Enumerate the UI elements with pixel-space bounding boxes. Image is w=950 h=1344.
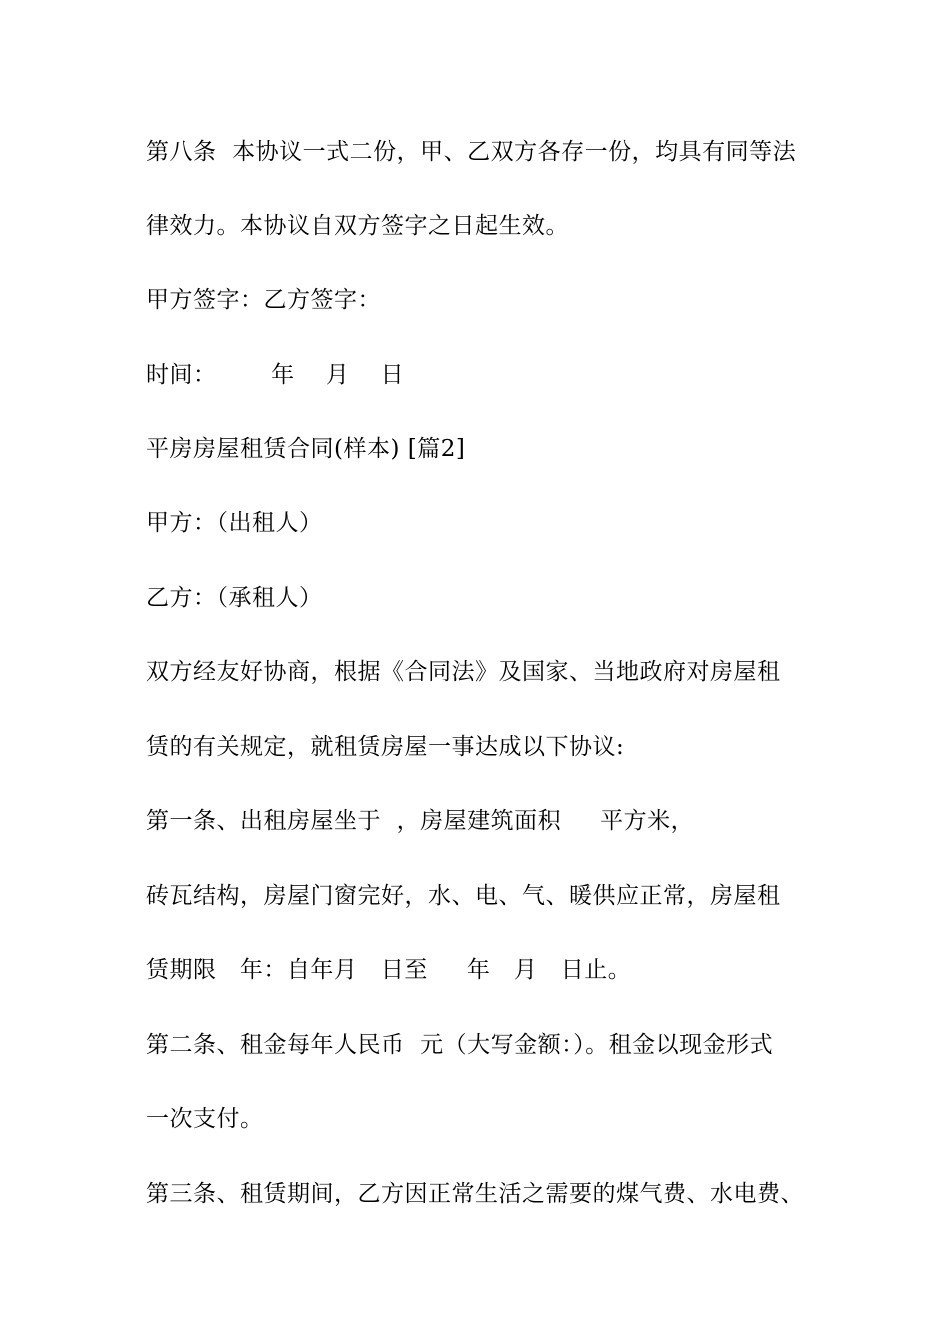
- article-2-line-2: 一次支付。: [146, 1106, 264, 1132]
- paragraph-article-8-line-1: 第八条 本协议一式二份，甲、乙双方各存一份，均具有同等法: [146, 139, 797, 165]
- signature-line: 甲方签字：乙方签字：: [146, 287, 381, 313]
- article-1-line-3: 赁期限 年：自年月 日至 年 月 日止。: [146, 957, 632, 983]
- preamble-line-1: 双方经友好协商，根据《合同法》及国家、当地政府对房屋租: [146, 659, 781, 685]
- party-b-line: 乙方：（承租人）: [146, 585, 323, 611]
- date-line: 时间： 年 月 日: [146, 362, 405, 388]
- preamble-line-2: 赁的有关规定，就租赁房屋一事达成以下协议:: [146, 734, 625, 760]
- article-3-line-1: 第三条、租赁期间，乙方因正常生活之需要的煤气费、水电费、: [146, 1181, 804, 1207]
- article-1-line-1: 第一条、出租房屋坐于 ，房屋建筑面积 平方米，: [146, 808, 695, 834]
- contract-title: 平房房屋租赁合同(样本) [篇2]: [146, 436, 466, 462]
- party-a-line: 甲方：（出租人）: [146, 510, 323, 536]
- article-2-line-1: 第二条、租金每年人民币 元（大写金额：）。租金以现金形式: [146, 1032, 774, 1058]
- article-1-line-2: 砖瓦结构，房屋门窗完好，水、电、气、暖供应正常，房屋租: [146, 883, 781, 909]
- paragraph-article-8-line-2: 律效力。本协议自双方签字之日起生效。: [146, 213, 569, 239]
